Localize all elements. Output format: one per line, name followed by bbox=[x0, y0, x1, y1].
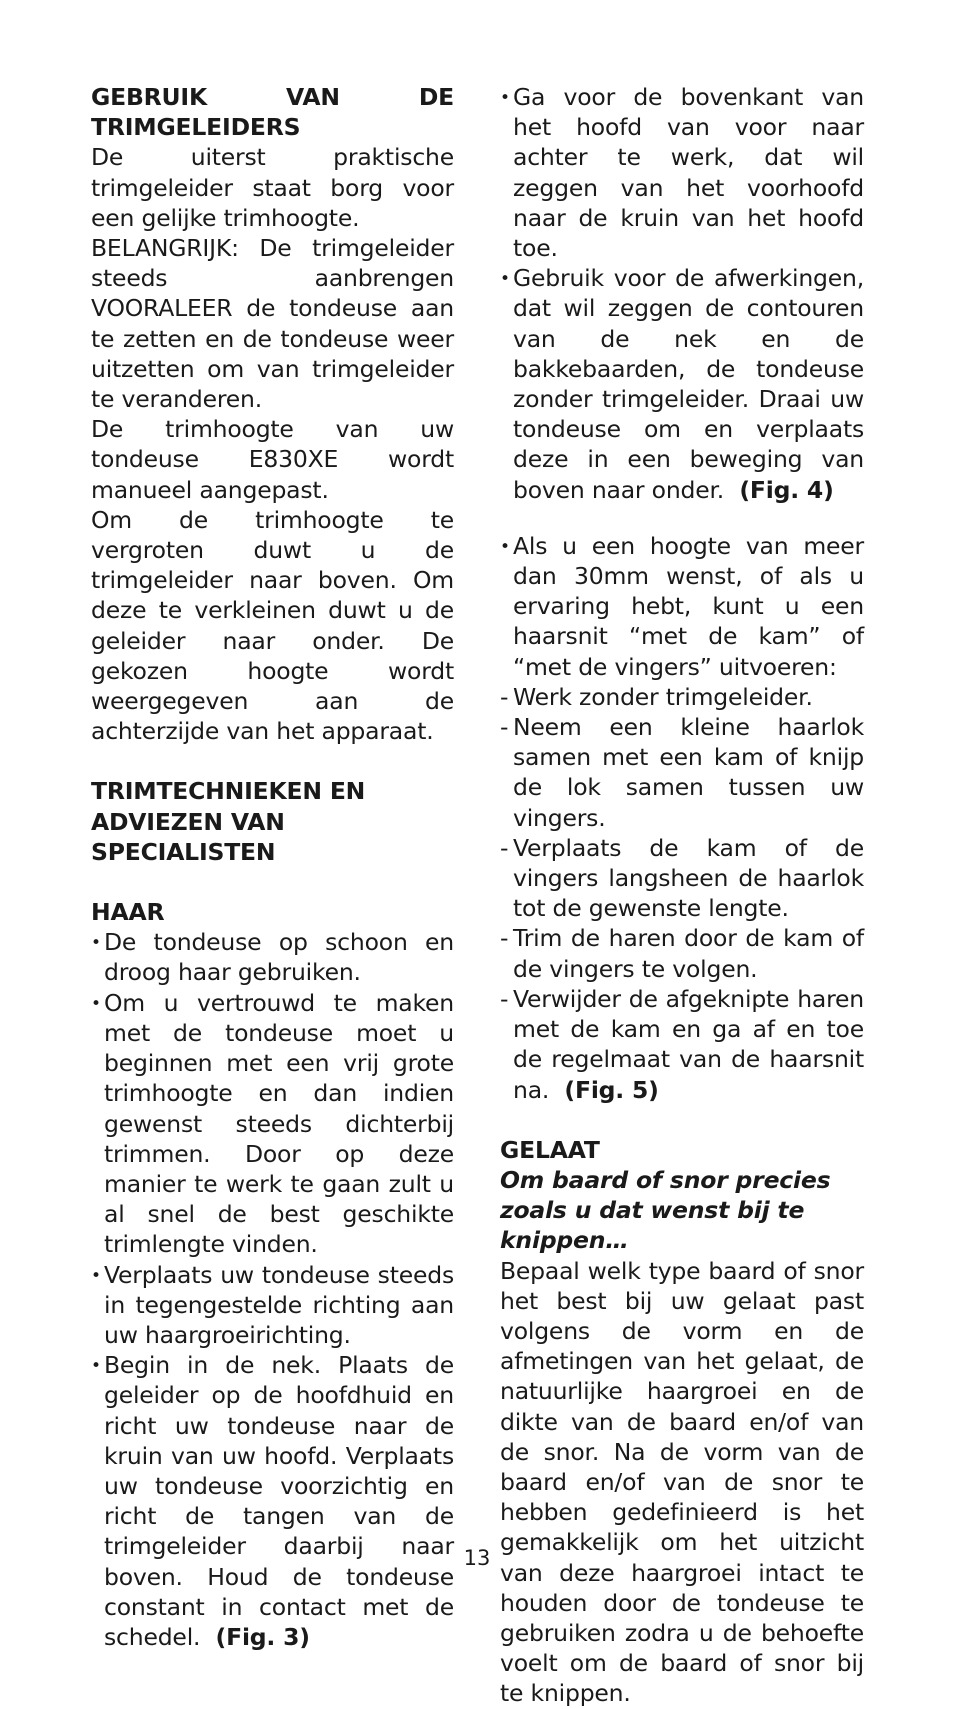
list-item-text: Ga voor de bovenkant van het hoofd van voor naar achter te werk, dat wil zeggen van het voorhoofd naar de kruin van het hoofd toe. bbox=[513, 83, 864, 263]
list-item bbox=[91, 988, 454, 1260]
heading-trimgeleiders: GEBRUIK VAN DE TRIMGELEIDERS bbox=[91, 83, 454, 142]
list-item bbox=[500, 531, 864, 682]
list-item bbox=[500, 712, 864, 833]
paragraph-belangrijk: BELANGRIJK: De trimgeleider steeds aanbrengen VOORALEER de tondeuse aan te zetten en de tondeuse weer uitzetten om van trimgeleider te veranderen. bbox=[91, 234, 454, 414]
dash-list bbox=[500, 682, 864, 1105]
subheading-baard: Om baard of snor precies zoals u dat wenst bij te knippen… bbox=[500, 1165, 831, 1255]
list-item-text: Verplaats uw tondeuse steeds in tegengestelde richting aan uw haargroeirichting. bbox=[104, 1260, 454, 1349]
paragraph-intro: De uiterst praktische trimgeleider staat borg voor een gelijke trimhoogte. bbox=[91, 143, 454, 232]
bullet-mark: • bbox=[91, 933, 101, 954]
bullet-mark: • bbox=[91, 1356, 101, 1377]
list-item bbox=[91, 1350, 454, 1652]
bullet-mark: • bbox=[500, 88, 510, 108]
list-item-text: Werk zonder trimgeleider. bbox=[513, 682, 813, 711]
list-item-text: Verwijder de afgeknipte haren met de kam en ga af en toe de regelmaat van de haarsnit na. bbox=[513, 984, 864, 1104]
haar-bullet-list bbox=[91, 927, 454, 1652]
list-item-text: Als u een hoogte van meer dan 30mm wenst, of als u ervaring hebt, kunt u een haarsnit “met de kam” of “met de vingers” uitvoeren: bbox=[513, 531, 864, 681]
dash-mark: - bbox=[500, 682, 509, 711]
paragraph-gelaat: Bepaal welk type baard of snor het best bij uw gelaat past volgens de vorm en de afmetingen van het gelaat, de natuurlijke haargroei en de dikte van de baard en/of van de snor. Na de vorm van de baard en/of van de snor te hebben gedefinieerd is het gemakkelijk om het uitzicht van deze haargroei intact te houden door de tondeuse te gebruiken zodra u de behoefte voelt om de baard of snor bij te knippen. bbox=[500, 1256, 864, 1708]
list-item bbox=[500, 82, 864, 263]
list-item-text: Neem een kleine haarlok samen met een kam of knijp de lok samen tussen uw vingers. bbox=[513, 713, 864, 832]
list-item-text: Verplaats de kam of de vingers langsheen de haarlok tot de gewenste lengte. bbox=[513, 833, 864, 923]
list-item-text: Gebruik voor de afwerkingen, dat wil zeggen de contouren van de nek en de bakkebaarden, de tondeuse zonder trimgeleider. Draai uw tondeuse om en verplaats deze in een beweging van boven naar onder. bbox=[513, 264, 864, 504]
dash-mark: - bbox=[500, 984, 509, 1013]
dash-mark: - bbox=[500, 833, 509, 862]
list-item-text: Om u vertrouwd te maken met de tondeuse moet u beginnen met een vrij grote trimhoogte en dan indien gewenst steeds dichterbij trimmen. Door op deze manier te werk te gaan zult u al snel de best geschikte trimlengte vinden. bbox=[104, 988, 454, 1259]
list-item bbox=[500, 263, 864, 505]
list-item-text: De tondeuse op schoon en droog haar gebruiken. bbox=[104, 928, 454, 987]
paragraph-manueel: De trimhoogte van uw tondeuse E830XE wordt manueel aangepast. bbox=[91, 415, 454, 504]
page-number: 13 bbox=[463, 1546, 491, 1570]
dash-mark: - bbox=[500, 713, 509, 742]
list-item bbox=[500, 833, 864, 924]
heading-gelaat: GELAAT bbox=[500, 1135, 600, 1164]
list-item bbox=[91, 927, 454, 987]
list-item bbox=[91, 1260, 454, 1351]
list-item-text: Begin in de nek. Plaats de geleider op de hoofdhuid en richt uw tondeuse naar de kruin van uw hoofd. Verplaats uw tondeuse voorzichtig en richt de tangen van de trimgeleider daarbij naar boven. Houd de tondeuse constant in contact met de schedel. bbox=[104, 1351, 454, 1651]
right-column bbox=[500, 82, 864, 1709]
list-item-text: Trim de haren door de kam of de vingers te volgen. bbox=[513, 924, 864, 983]
kam-bullet-list bbox=[500, 531, 864, 682]
bullet-mark: • bbox=[500, 536, 510, 557]
bullet-mark: • bbox=[91, 1265, 101, 1286]
bullet-mark: • bbox=[91, 993, 101, 1014]
list-item bbox=[500, 984, 864, 1105]
paragraph-trimhoogte: Om de trimhoogte te vergroten duwt u de trimgeleider naar boven. Om deze te verkleinen duwt u de geleider naar onder. De gekozen hoogte wordt weergegeven aan de achterzijde van het apparaat. bbox=[91, 505, 454, 746]
bullet-mark: • bbox=[500, 269, 510, 290]
figure-reference: (Fig. 3) bbox=[207, 1622, 310, 1651]
left-column bbox=[91, 82, 454, 1652]
dash-mark: - bbox=[500, 924, 509, 953]
figure-reference: (Fig. 5) bbox=[556, 1075, 659, 1104]
figure-reference: (Fig. 4) bbox=[731, 475, 834, 504]
heading-haar: HAAR bbox=[91, 898, 165, 927]
list-item bbox=[500, 923, 864, 983]
heading-trimtechnieken: TRIMTECHNIEKEN EN ADVIEZEN VAN SPECIALISTEN bbox=[91, 777, 366, 866]
hoofd-bullet-list bbox=[500, 82, 864, 505]
list-item bbox=[500, 682, 864, 712]
